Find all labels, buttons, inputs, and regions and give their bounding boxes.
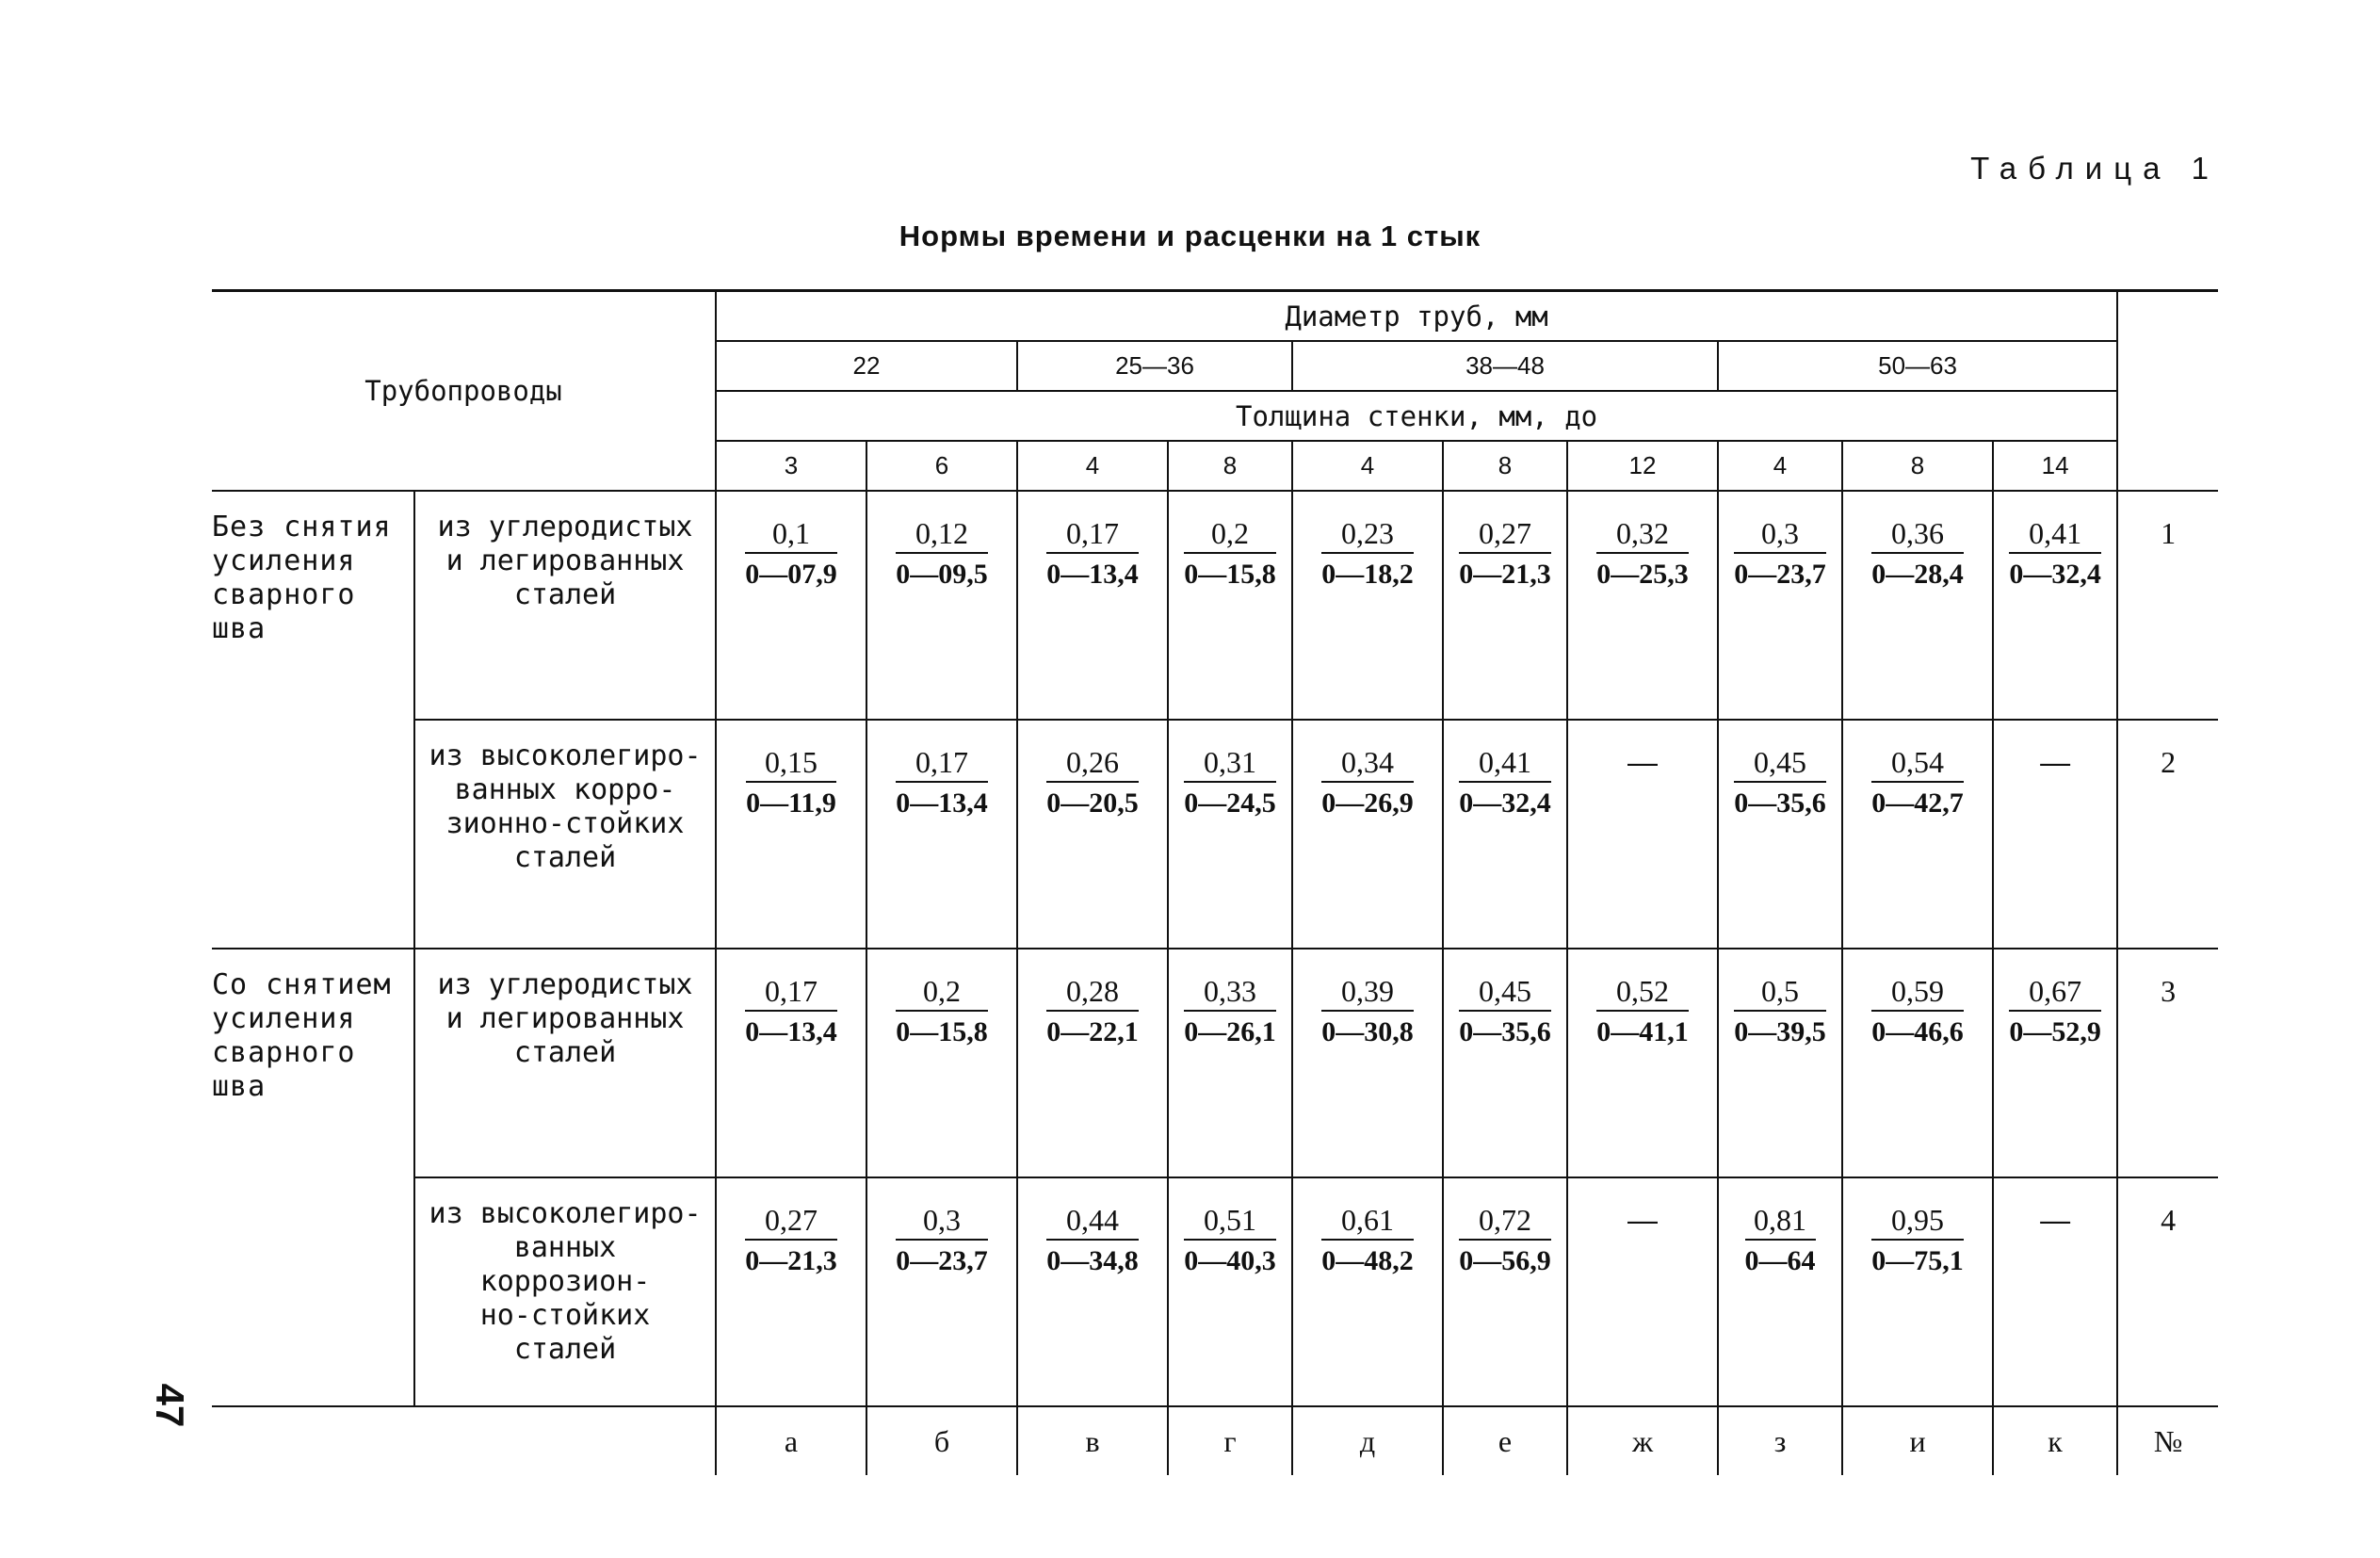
value-cell xyxy=(716,1177,866,1406)
norm-fraction xyxy=(896,974,988,1051)
rate-value: 0—32,4 xyxy=(2009,559,2101,590)
value-cell xyxy=(1168,949,1292,1177)
norm-fraction xyxy=(1184,516,1276,593)
value-cell xyxy=(1718,720,1842,949)
table-row xyxy=(212,1177,2218,1406)
value-cell xyxy=(1842,1177,1993,1406)
value-cell xyxy=(1443,1177,1567,1406)
time-norm: 0,23 xyxy=(1321,516,1414,554)
norm-fraction xyxy=(2009,974,2101,1051)
material-cell xyxy=(414,720,716,949)
value-cell xyxy=(1842,491,1993,720)
column-letter: и xyxy=(1842,1406,1993,1475)
rate-value: 0—42,7 xyxy=(1871,787,1964,819)
time-norm: 0,44 xyxy=(1046,1203,1139,1241)
section-label-line: сварного xyxy=(212,578,356,611)
row-number: 2 xyxy=(2117,720,2218,949)
wall-thickness-cell: 8 xyxy=(1168,441,1292,491)
time-norm: 0,17 xyxy=(745,974,837,1012)
footer-blank xyxy=(212,1406,716,1475)
time-norm: 0,34 xyxy=(1321,745,1414,783)
rate-value: 0—30,8 xyxy=(1321,1016,1414,1047)
rate-value: 0—11,9 xyxy=(746,787,836,819)
time-norm: 0,95 xyxy=(1871,1203,1964,1241)
value-cell xyxy=(866,720,1017,949)
time-norm: 0,26 xyxy=(1046,745,1139,783)
table-row xyxy=(212,720,2218,949)
norm-fraction xyxy=(1321,745,1414,822)
time-norm: 0,33 xyxy=(1184,974,1276,1012)
value-cell xyxy=(1567,720,1718,949)
time-norm: 0,3 xyxy=(1734,516,1826,554)
value-cell xyxy=(1017,1177,1168,1406)
section-label xyxy=(212,491,414,949)
rate-value: 0—18,2 xyxy=(1321,559,1414,590)
rate-value: 0—23,7 xyxy=(1734,559,1826,590)
section-label-line: Со снятием xyxy=(212,968,392,1001)
rate-value: 0—21,3 xyxy=(745,1245,837,1276)
value-cell xyxy=(1017,720,1168,949)
value-cell xyxy=(1718,1177,1842,1406)
norm-fraction xyxy=(1046,1203,1139,1280)
rate-value: 0—15,8 xyxy=(896,1016,988,1047)
time-norm: 0,17 xyxy=(1046,516,1139,554)
rate-value: 0—13,4 xyxy=(1046,559,1139,590)
value-cell xyxy=(1993,949,2117,1177)
rate-value: 0—21,3 xyxy=(1459,559,1551,590)
time-norm: 0,17 xyxy=(896,745,988,783)
norm-fraction xyxy=(1871,1203,1964,1280)
time-norm: 0,28 xyxy=(1046,974,1139,1012)
section-label-line: шва xyxy=(212,612,267,645)
material-line: и легированных xyxy=(445,1002,685,1035)
material-line: из высоколегиро- xyxy=(429,1197,702,1230)
diameter-header: Диаметр труб, мм xyxy=(716,291,2117,342)
time-norm: 0,61 xyxy=(1321,1203,1414,1241)
time-norm: 0,45 xyxy=(1734,745,1826,783)
time-norm: 0,5 xyxy=(1734,974,1826,1012)
norm-fraction xyxy=(1734,974,1826,1051)
value-cell xyxy=(1842,949,1993,1177)
value-cell xyxy=(1292,720,1443,949)
rate-value: 0—48,2 xyxy=(1321,1245,1414,1276)
rate-value: 0—56,9 xyxy=(1459,1245,1551,1276)
rate-value: 0—34,8 xyxy=(1046,1245,1139,1276)
time-norm: 0,59 xyxy=(1871,974,1964,1012)
norm-fraction xyxy=(1871,745,1964,822)
footer-number-sign: № xyxy=(2117,1406,2218,1475)
rate-value: 0—20,5 xyxy=(1046,787,1139,819)
material-line: из углеродистых xyxy=(437,968,693,1001)
rate-value: 0—41,1 xyxy=(1596,1016,1689,1047)
norms-table-wrap xyxy=(212,289,2218,1475)
value-cell xyxy=(1017,491,1168,720)
empty-dash: — xyxy=(2040,1203,2071,1237)
norm-fraction xyxy=(1046,745,1139,822)
value-cell xyxy=(1168,720,1292,949)
rate-value: 0—23,7 xyxy=(896,1245,988,1276)
time-norm: 0,72 xyxy=(1459,1203,1551,1241)
norm-fraction xyxy=(746,745,836,822)
norm-fraction xyxy=(1184,1203,1276,1280)
table-title: Нормы времени и расценки на 1 стык xyxy=(899,219,1481,252)
norm-fraction xyxy=(745,1203,837,1280)
rate-value: 0—52,9 xyxy=(2009,1016,2101,1047)
rate-value: 0—24,5 xyxy=(1184,787,1276,819)
material-cell xyxy=(414,949,716,1177)
time-norm: 0,27 xyxy=(745,1203,837,1241)
rate-value: 0—25,3 xyxy=(1596,559,1689,590)
rate-value: 0—13,4 xyxy=(745,1016,837,1047)
norm-fraction xyxy=(1871,516,1964,593)
norm-fraction xyxy=(1321,516,1414,593)
rate-value: 0—75,1 xyxy=(1871,1245,1964,1276)
time-norm: 0,36 xyxy=(1871,516,1964,554)
column-letter: ж xyxy=(1567,1406,1718,1475)
material-cell xyxy=(414,491,716,720)
rate-value: 0—22,1 xyxy=(1046,1016,1139,1047)
rate-value: 0—09,5 xyxy=(896,559,988,590)
page-number: 47 xyxy=(148,1383,192,1428)
value-cell xyxy=(1842,720,1993,949)
time-norm: 0,31 xyxy=(1184,745,1276,783)
norm-fraction xyxy=(1184,745,1276,822)
material-line: ванных корро- xyxy=(454,773,676,806)
norm-fraction xyxy=(1184,974,1276,1051)
material-line: но-стойких сталей xyxy=(479,1299,651,1366)
rate-value: 0—40,3 xyxy=(1184,1245,1276,1276)
rate-value: 0—39,5 xyxy=(1734,1016,1826,1047)
section-label-line: усиления xyxy=(212,1002,356,1035)
value-cell xyxy=(1017,949,1168,1177)
table-label: Таблица 1 xyxy=(1970,151,2220,186)
value-cell xyxy=(866,949,1017,1177)
value-cell xyxy=(1993,491,2117,720)
section-label-line: усиления xyxy=(212,544,356,577)
row-number-header xyxy=(2117,291,2218,492)
value-cell xyxy=(716,720,866,949)
time-norm: 0,32 xyxy=(1596,516,1689,554)
time-norm: 0,67 xyxy=(2009,974,2101,1012)
value-cell xyxy=(1567,1177,1718,1406)
value-cell xyxy=(1168,1177,1292,1406)
material-line: и легированных xyxy=(445,544,685,577)
norm-fraction xyxy=(1459,745,1551,822)
wall-thickness-cell: 4 xyxy=(1292,441,1443,491)
value-cell xyxy=(1443,491,1567,720)
empty-dash: — xyxy=(1627,745,1659,779)
rate-value: 0—35,6 xyxy=(1459,1016,1551,1047)
material-line: ванных коррозион- xyxy=(479,1231,651,1298)
time-norm: 0,45 xyxy=(1459,974,1551,1012)
norm-fraction xyxy=(1871,974,1964,1051)
norm-fraction xyxy=(896,516,988,593)
rate-value: 0—15,8 xyxy=(1184,559,1276,590)
time-norm: 0,52 xyxy=(1596,974,1689,1012)
column-letter: к xyxy=(1993,1406,2117,1475)
pipelines-header: Трубопроводы xyxy=(212,291,716,492)
empty-dash: — xyxy=(1627,1203,1659,1237)
column-letter: д xyxy=(1292,1406,1443,1475)
time-norm: 0,81 xyxy=(1745,1203,1816,1241)
norm-fraction xyxy=(1321,974,1414,1051)
diameter-group: 25—36 xyxy=(1017,341,1292,391)
rate-value: 0—28,4 xyxy=(1871,559,1964,590)
rate-value: 0—35,6 xyxy=(1734,787,1826,819)
value-cell xyxy=(1993,720,2117,949)
footer-row xyxy=(212,1406,2218,1475)
material-line: из углеродистых xyxy=(437,511,693,544)
table-row xyxy=(212,491,2218,720)
value-cell xyxy=(1567,949,1718,1177)
value-cell xyxy=(1443,949,1567,1177)
wall-thickness-cell: 14 xyxy=(1993,441,2117,491)
section-label xyxy=(212,949,414,1406)
norm-fraction xyxy=(1046,516,1139,593)
wall-thickness-cell: 4 xyxy=(1017,441,1168,491)
row-number: 4 xyxy=(2117,1177,2218,1406)
time-norm: 0,41 xyxy=(2009,516,2101,554)
time-norm: 0,39 xyxy=(1321,974,1414,1012)
value-cell xyxy=(866,491,1017,720)
value-cell xyxy=(1718,491,1842,720)
wall-thickness-cell: 12 xyxy=(1567,441,1718,491)
time-norm: 0,3 xyxy=(896,1203,988,1241)
material-line: зионно-стойких xyxy=(445,807,685,840)
value-cell xyxy=(1718,949,1842,1177)
value-cell xyxy=(716,491,866,720)
rate-value: 0—13,4 xyxy=(896,787,988,819)
column-letter: б xyxy=(866,1406,1017,1475)
time-norm: 0,54 xyxy=(1871,745,1964,783)
material-line: сталей xyxy=(513,1036,617,1069)
time-norm: 0,2 xyxy=(1184,516,1276,554)
time-norm: 0,1 xyxy=(745,516,837,554)
row-number: 1 xyxy=(2117,491,2218,720)
wall-thickness-cell: 8 xyxy=(1443,441,1567,491)
value-cell xyxy=(1292,491,1443,720)
value-cell xyxy=(1443,720,1567,949)
row-number: 3 xyxy=(2117,949,2218,1177)
time-norm: 0,15 xyxy=(746,745,836,783)
time-norm: 0,12 xyxy=(896,516,988,554)
norm-fraction xyxy=(1321,1203,1414,1280)
diameter-group: 38—48 xyxy=(1292,341,1718,391)
value-cell xyxy=(716,949,866,1177)
wall-thickness-cell: 8 xyxy=(1842,441,1993,491)
material-line: из высоколегиро- xyxy=(429,739,702,772)
norm-fraction xyxy=(1596,516,1689,593)
norm-fraction xyxy=(1734,516,1826,593)
column-letter: а xyxy=(716,1406,866,1475)
diameter-group: 22 xyxy=(716,341,1017,391)
norm-fraction xyxy=(896,745,988,822)
section-label-line: сварного xyxy=(212,1036,356,1069)
norm-fraction xyxy=(1745,1203,1816,1280)
time-norm: 0,2 xyxy=(896,974,988,1012)
column-letter: е xyxy=(1443,1406,1567,1475)
section-label-line: шва xyxy=(212,1070,267,1103)
diameter-group: 50—63 xyxy=(1718,341,2117,391)
time-norm: 0,51 xyxy=(1184,1203,1276,1241)
empty-dash: — xyxy=(2040,745,2071,779)
material-cell xyxy=(414,1177,716,1406)
wall-thickness-cell: 4 xyxy=(1718,441,1842,491)
norm-fraction xyxy=(1459,516,1551,593)
norm-fraction xyxy=(1459,1203,1551,1280)
column-letter: з xyxy=(1718,1406,1842,1475)
rate-value: 0—64 xyxy=(1744,1245,1816,1276)
time-norm: 0,41 xyxy=(1459,745,1551,783)
norm-fraction xyxy=(1046,974,1139,1051)
wall-header: Толщина стенки, мм, до xyxy=(716,391,2117,441)
rate-value: 0—46,6 xyxy=(1871,1016,1964,1047)
value-cell xyxy=(1567,491,1718,720)
rate-value: 0—26,9 xyxy=(1321,787,1414,819)
value-cell xyxy=(1168,491,1292,720)
norm-fraction xyxy=(1596,974,1689,1051)
rate-value: 0—07,9 xyxy=(745,559,837,590)
norm-fraction xyxy=(2009,516,2101,593)
norm-fraction xyxy=(1734,745,1826,822)
value-cell xyxy=(866,1177,1017,1406)
value-cell xyxy=(1292,1177,1443,1406)
material-line: сталей xyxy=(513,578,617,611)
value-cell xyxy=(1993,1177,2117,1406)
rate-value: 0—32,4 xyxy=(1459,787,1551,819)
table-row xyxy=(212,949,2218,1177)
value-cell xyxy=(1292,949,1443,1177)
rate-value: 0—26,1 xyxy=(1184,1016,1276,1047)
norm-fraction xyxy=(1459,974,1551,1051)
norm-fraction xyxy=(745,516,837,593)
material-line: сталей xyxy=(513,841,617,874)
norms-table xyxy=(212,289,2218,1475)
time-norm: 0,27 xyxy=(1459,516,1551,554)
norm-fraction xyxy=(745,974,837,1051)
section-label-line: Без снятия xyxy=(212,511,392,544)
column-letter: в xyxy=(1017,1406,1168,1475)
wall-thickness-cell: 3 xyxy=(716,441,866,491)
column-letter: г xyxy=(1168,1406,1292,1475)
norm-fraction xyxy=(896,1203,988,1280)
wall-thickness-cell: 6 xyxy=(866,441,1017,491)
